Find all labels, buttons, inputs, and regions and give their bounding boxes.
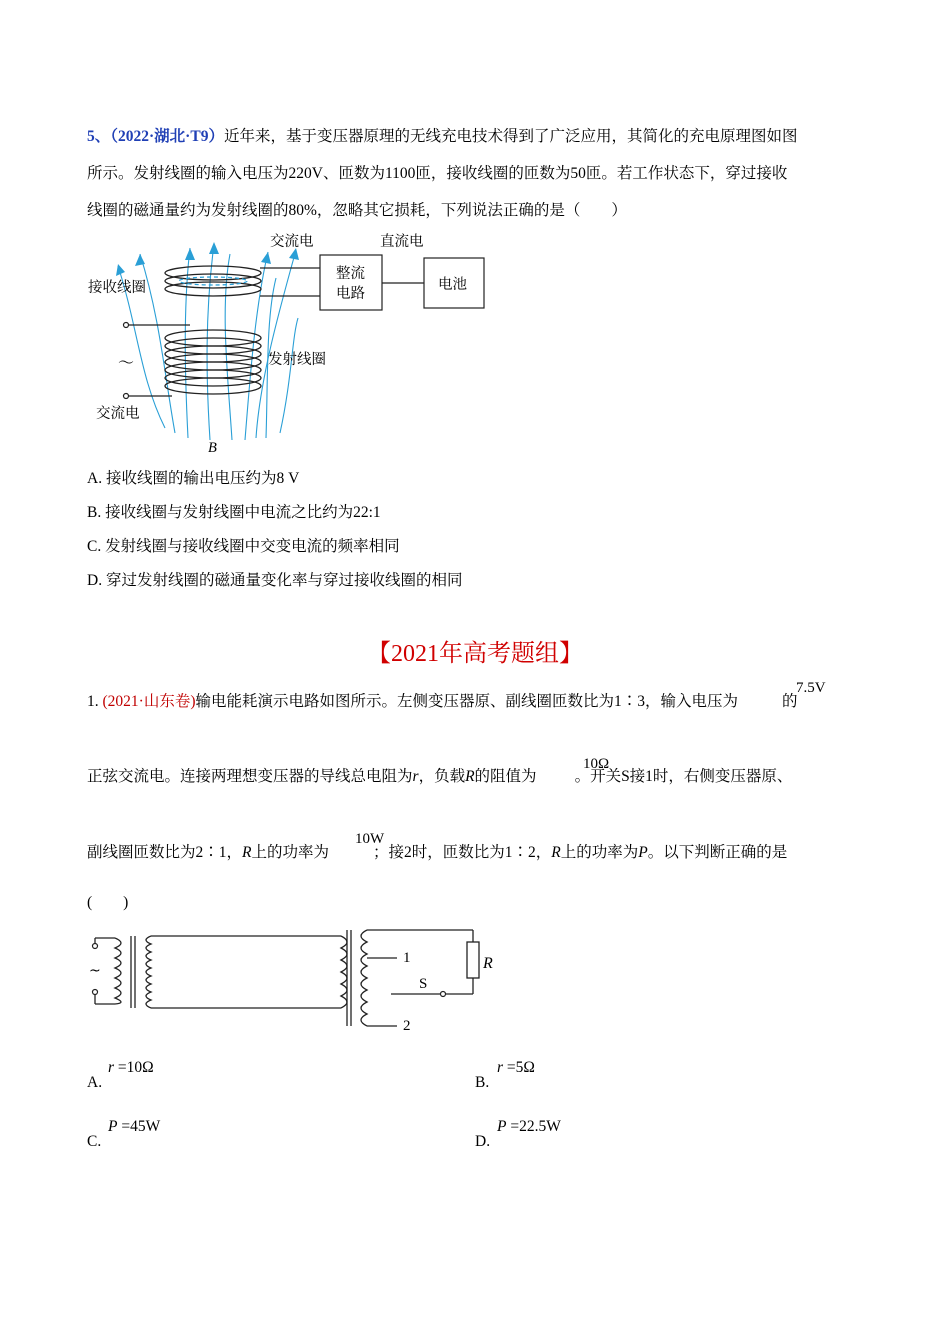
q1-line-3 [87,843,787,863]
q1-stem-1a: 输电能耗演示电路如图所示。左侧变压器原、副线圈匝数比为1∶3，输入电压为 [195,693,739,710]
switch-terminal-1: 1 [403,950,411,966]
section-heading: 【2021年高考题组】 [367,641,583,667]
q1-option-a-value [108,1059,154,1077]
label-ac-top: 交流电 [270,234,314,250]
q1-option-d-var: P [497,1118,507,1135]
label-ac-bottom: 交流电 [96,406,140,422]
q1-R-symbol-2: R [242,844,252,861]
q1-option-c-num: =45W [121,1118,161,1135]
q1-stem-3d: 上的功率为 [560,844,639,861]
q1-stem-2c: 的阻值为 [474,768,537,785]
q1-input-voltage: 7.5V [796,680,826,696]
resistor-label: R [483,955,493,972]
receive-coil [165,266,261,296]
q1-stem-3a: 副线圈匝数比为2∶1， [87,844,243,861]
label-field-b: B [208,440,217,456]
label-rectifier-2: 电路 [336,286,365,302]
ac-source-symbol: ~ [89,963,101,979]
transmit-coil [165,330,261,394]
q1-option-b-letter: B. [475,1074,490,1091]
q1-stem-3c: ；接2时，匝数比为1∶2， [373,844,552,861]
label-receive-coil: 接收线圈 [88,280,146,296]
q1-option-d-letter: D. [475,1133,491,1150]
q1-option-b-var: r [497,1059,504,1076]
q5-option-a: A. 接收线圈的输出电压约为8 V [87,470,300,487]
q5-line-3: 线圈的磁通量约为发射线圈的80%，忽略其它损耗，下列说法正确的是（ ） [87,202,627,219]
q1-stem-3e: 。以下判断正确的是 [647,844,788,861]
q5-wireless-charging-figure [80,228,500,458]
label-battery: 电池 [438,277,467,293]
q5-option-d: D. 穿过发射线圈的磁通量变化率与穿过接收线圈的相同 [87,572,463,589]
q1-option-c-var: P [108,1118,118,1135]
q5-option-b: B. 接收线圈与发射线圈中电流之比约为22:1 [87,504,381,521]
label-transmit-coil: 发射线圈 [268,352,326,368]
q1-line-2 [87,767,792,787]
q1-option-d-value [497,1118,561,1136]
q5-source: （2022·湖北·T9） [110,128,224,145]
q1-source: (2021·山东卷) [102,693,196,710]
q1-option-a-var: r [108,1059,115,1076]
magnetic-field-lines [116,242,299,440]
q1-stem-2a: 正弦交流电。连接两理想变压器的导线总电阻为 [87,768,413,785]
q1-line-1 [87,692,798,712]
q1-option-a-num: =10Ω [117,1059,154,1076]
q1-load-resistance: 10Ω [583,756,610,772]
q1-option-c-letter: C. [87,1133,102,1150]
q5-stem-1: 近年来，基于变压器原理的无线充电技术得到了广泛应用，其简化的充电原理图如图 [223,128,798,145]
q1-option-a-letter: A. [87,1074,103,1091]
q1-option-b-value [497,1059,535,1077]
label-ac-symbol: ～ [118,353,135,372]
label-dc: 直流电 [380,234,424,250]
q5-line-2: 所示。发射线圈的输入电压为220V、匝数为1100匝，接收线圈的匝数为50匝。若工作状态下，穿过接收 [87,165,788,182]
q1-stem-2d: 。开关S接1时，右侧变压器原、 [574,768,793,785]
q1-power-value: 10W [355,831,385,847]
q1-stem-2b: ，负载 [418,768,466,785]
q1-transmission-circuit-figure [85,922,505,1037]
q1-option-d-num: =22.5W [510,1118,561,1135]
q5-option-c: C. 发射线圈与接收线圈中交变电流的频率相同 [87,538,400,555]
q1-R-symbol-3: R [551,844,561,861]
q1-line-4: ( ) [87,894,129,911]
label-rectifier-1: 整流 [336,266,365,282]
q1-stem-1b: 的 [782,693,798,710]
q1-R-symbol: R [465,768,475,785]
q1-option-c-value [108,1118,160,1136]
q1-option-b-num: =5Ω [506,1059,535,1076]
switch-terminal-2: 2 [403,1018,411,1034]
switch-label: S [419,976,428,992]
q5-number: 5、 [87,128,111,145]
q5-line-1 [87,127,797,147]
q1-P-symbol: P [638,844,648,861]
q1-number: 1. [87,693,103,710]
q1-r-symbol: r [412,768,419,785]
q1-stem-3b: 上的功率为 [251,844,329,861]
